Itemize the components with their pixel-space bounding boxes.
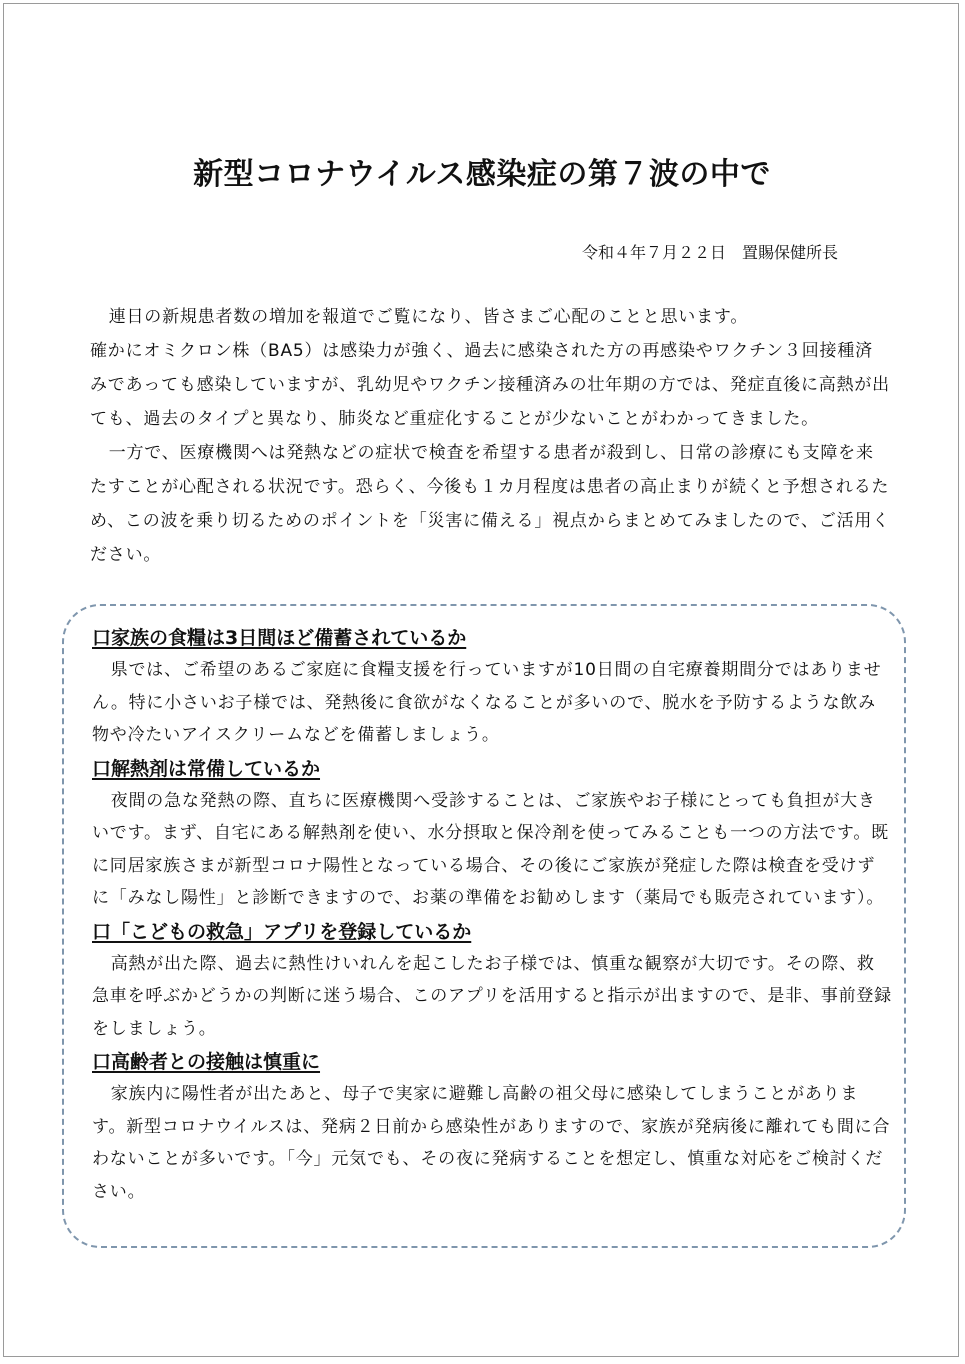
tip-section-app (92, 915, 892, 1046)
tips-box (62, 604, 906, 1248)
section-heading-text: 口高齢者との接触は慎重に (92, 1051, 321, 1073)
section-heading-text: 口解熱剤は常備しているか (92, 757, 321, 780)
section-heading-text: 口家族の食糧は3日間ほど備蓄されているか (92, 627, 467, 649)
intro-paragraph: 確かにオミクロン株（BA5）は感染力が強く、過去に感染された方の再感染やワクチン３回接種済みであっても感染していますが、乳幼児やワクチン接種済みの壮年期の方では、発症直後に高熱が出ても、過去のタイプと異なり、肺炎など重症化することが少ないことがわかってきました。 (90, 341, 890, 429)
document-page (3, 3, 959, 1357)
intro-text (90, 300, 890, 572)
section-heading (92, 621, 892, 654)
section-heading (92, 915, 892, 948)
intro-paragraph: 一方で、医療機関へは発熱などの症状で検査を希望する患者が殺到し、日常の診療にも支障を来たすことが心配される状況です。恐らく、今後も１カ月程度は患者の高止まりが続くと予想されるため、この波を乗り切るためのポイントを「災害に備える」視点からまとめてみましたので、ご活用ください。 (90, 443, 890, 565)
date-and-author: 令和４年７月２２日 置賜保健所長 (581, 243, 838, 262)
section-heading (92, 1045, 892, 1078)
section-body: 家族内に陽性者が出たあと、母子で実家に避難し高齢の祖父母に感染してしまうことがあります。新型コロナウイルスは、発病２日前から感染性がありますので、家族が発病後に離れても間に合わないことが多いです。「今」元気でも、その夜に発病することを想定し、慎重な対応をご検討ください。 (92, 1084, 891, 1202)
intro-paragraph: 連日の新規患者数の増加を報道でご覧になり、皆さまご心配のことと思います。 (108, 307, 749, 327)
tip-section-antipyretic (92, 752, 892, 915)
section-body: 高熱が出た際、過去に熱性けいれんを起こしたお子様では、慎重な観察が大切です。その際、救急車を呼ぶかどうかの判断に迷う場合、このアプリを活用すると指示が出ますので、是非、事前登録をしましょう。 (92, 953, 892, 1039)
section-heading-text: 口「こどもの救急」アプリを登録しているか (92, 920, 472, 943)
section-body: 夜間の急な発熱の際、直ちに医療機関へ受診することは、ご家族やお子様にとっても負担が大きいです。まず、自宅にある解熱剤を使い、水分摂取と保冷剤を使ってみることも一つの方法です。既に同居家族さまが新型コロナ陽性となっている場合、その後にご家族が発症した際は検査を受けずに「みなし陽性」と診断できますので、お薬の準備をお勧めします（薬局でも販売されています）。 (92, 790, 889, 908)
tips-list (92, 621, 892, 1208)
tip-section-food (92, 621, 892, 752)
section-body: 県では、ご希望のあるご家庭に食糧支援を行っていますが10日間の自宅療養期間分ではありません。特に小さいお子様では、発熱後に食欲がなくなることが多いので、脱水を予防するような飲み物や冷たいアイスクリームなどを備蓄しましょう。 (92, 660, 882, 745)
tip-section-elderly (92, 1045, 892, 1208)
document-title: 新型コロナウイルス感染症の第７波の中で (193, 157, 771, 193)
section-heading (92, 752, 892, 785)
